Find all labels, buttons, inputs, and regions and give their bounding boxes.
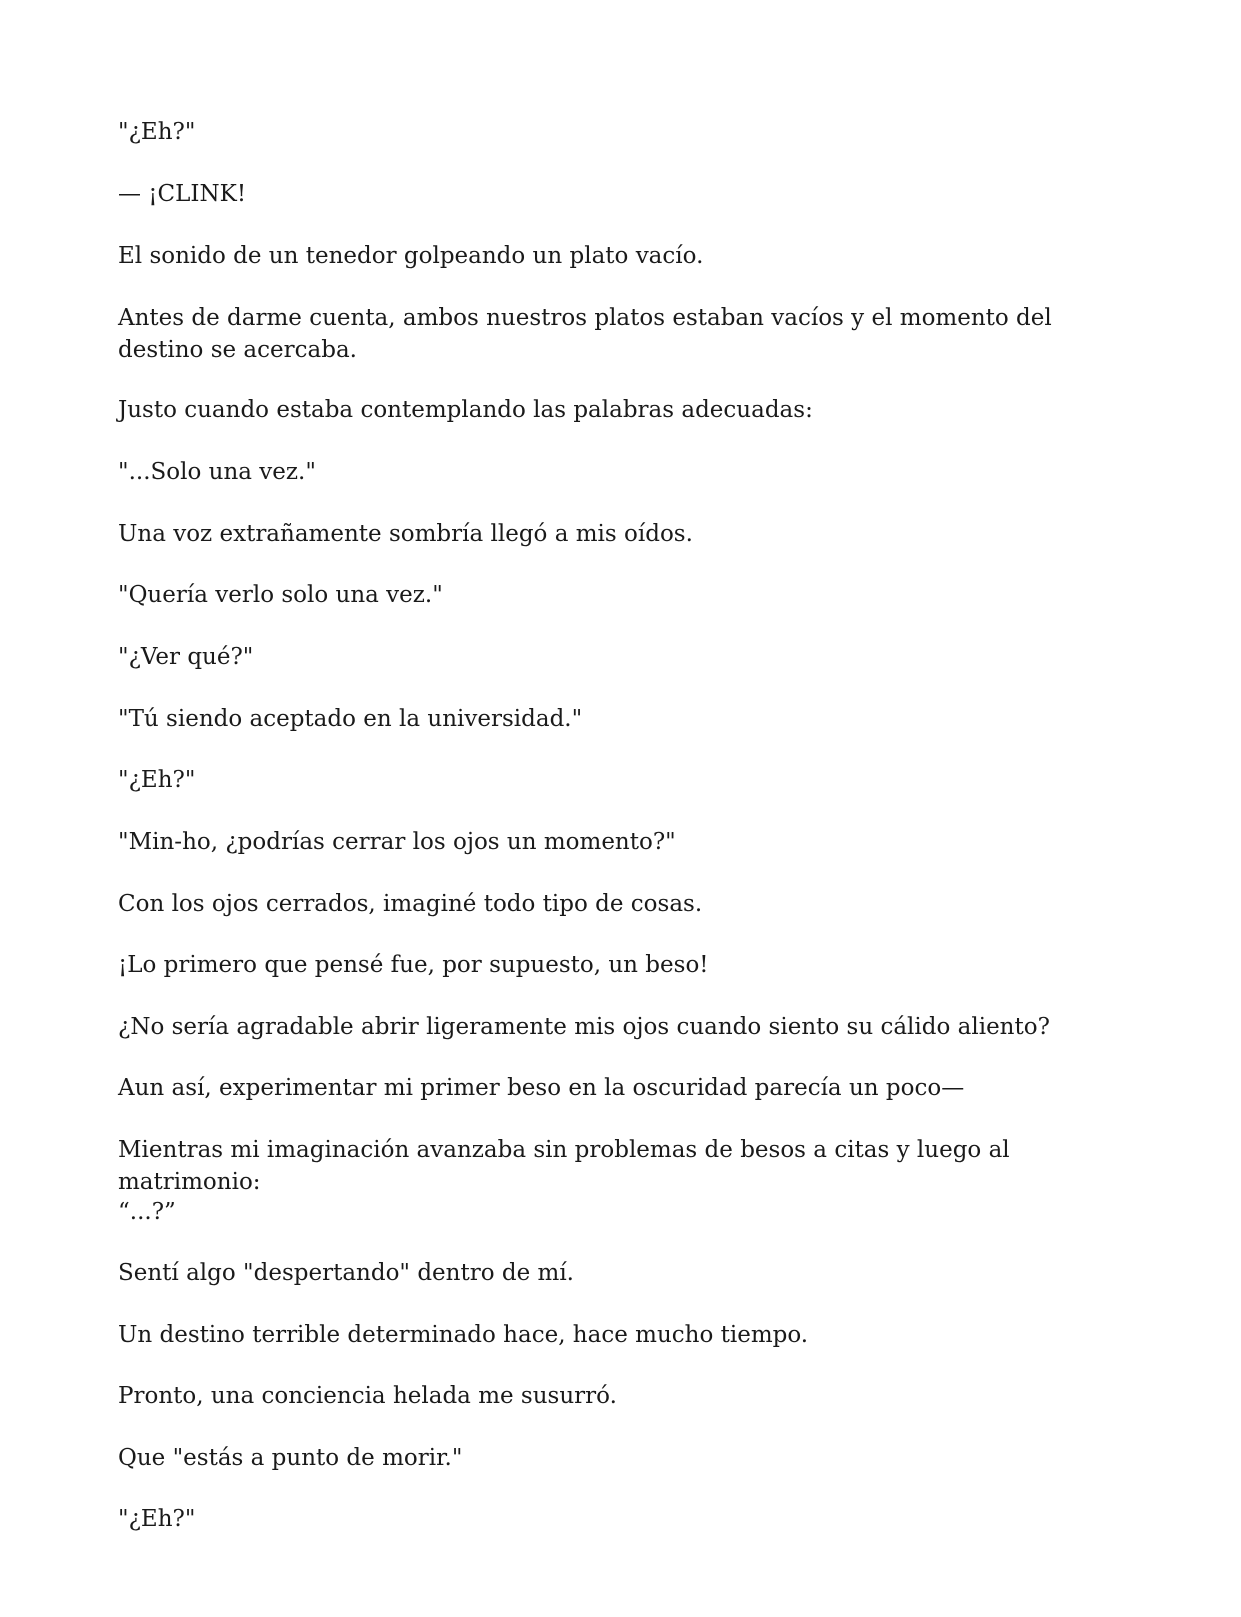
paragraph: Con los ojos cerrados, imaginé todo tipo de cosas. (118, 891, 703, 917)
paragraph: “...?” (118, 1199, 176, 1225)
paragraph: Antes de darme cuenta, ambos nuestros platos estaban vacíos y el momento del destino se acercaba. (118, 305, 1052, 363)
paragraph: "Quería verlo solo una vez." (118, 582, 443, 608)
paragraph: Pronto, una conciencia helada me susurró. (118, 1383, 617, 1409)
paragraph: Sentí algo "despertando" dentro de mí. (118, 1260, 574, 1286)
paragraph: "...Solo una vez." (118, 459, 316, 485)
paragraph: "Min-ho, ¿podrías cerrar los ojos un momento?" (118, 829, 676, 855)
paragraph: "¿Ver qué?" (118, 644, 254, 670)
paragraph: ¿No sería agradable abrir ligeramente mis ojos cuando siento su cálido aliento? (118, 1014, 1050, 1040)
paragraph: "¿Eh?" (118, 119, 196, 145)
paragraph: Aun así, experimentar mi primer beso en la oscuridad parecía un poco— (118, 1075, 965, 1101)
paragraph: "¿Eh?" (118, 767, 196, 793)
paragraph: "Tú siendo aceptado en la universidad." (118, 706, 583, 732)
paragraph: El sonido de un tenedor golpeando un plato vacío. (118, 243, 704, 269)
paragraph: Una voz extrañamente sombría llegó a mis oídos. (118, 521, 693, 547)
paragraph: "¿Eh?" (118, 1506, 196, 1532)
paragraph: Mientras mi imaginación avanzaba sin problemas de besos a citas y luego al matrimonio: (118, 1137, 1010, 1195)
paragraph: ¡Lo primero que pensé fue, por supuesto, un beso! (118, 952, 709, 978)
paragraph: Justo cuando estaba contemplando las palabras adecuadas: (118, 397, 813, 423)
paragraph: Que "estás a punto de morir." (118, 1445, 463, 1471)
paragraph: Un destino terrible determinado hace, hace mucho tiempo. (118, 1322, 809, 1348)
paragraph: — ¡CLINK! (118, 181, 247, 207)
